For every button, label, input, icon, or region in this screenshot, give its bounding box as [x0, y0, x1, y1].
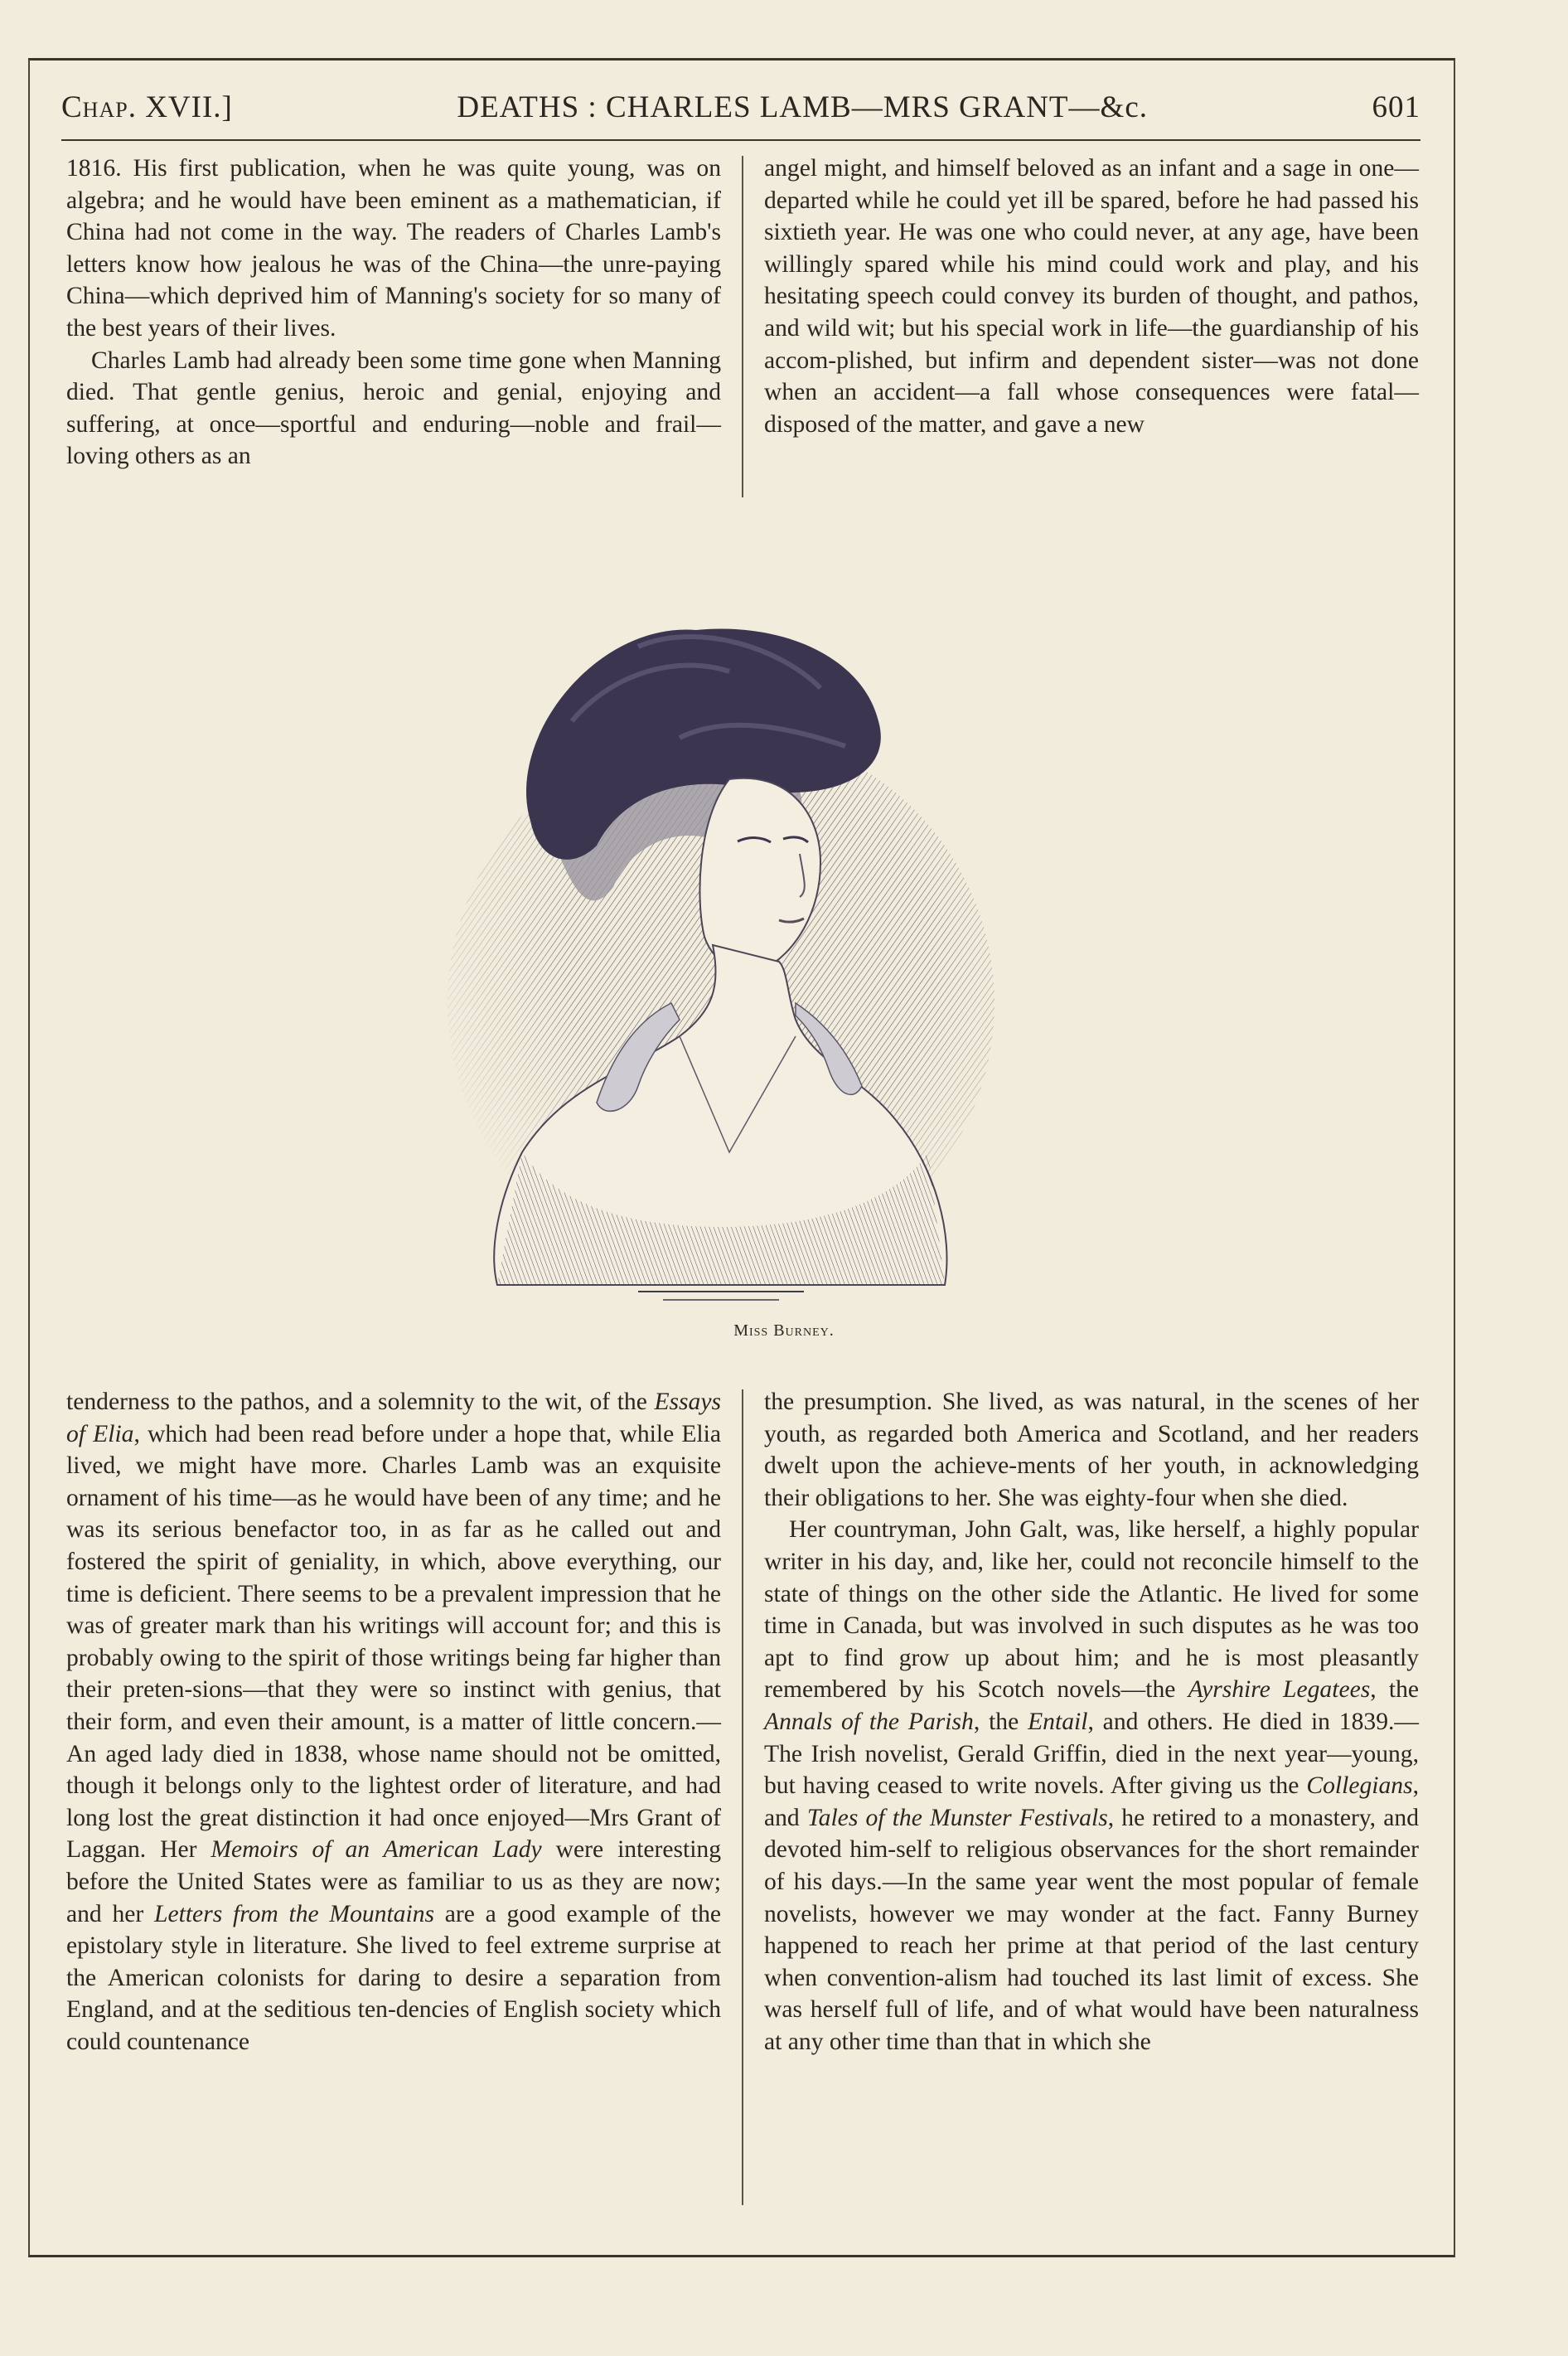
text-run: , which had been read before under a hope that, while Elia lived, we might have more. Charles Lamb was an exquisite ornament of his time—as he would have been of any time; and he was its serious benefactor too, in as far as he called out and fostered the spirit of geniality, in which, above everything, our time is deficient. There seems to be a prevalent impression that he was of greater mark than his writings will account for; and this is probably owing to the spirit of those writings being far higher than their preten-sions—that they were so instinct with genius, that their form, and even their amount, is a matter of little concern.—An aged lady died in 1838, whose name should not be omitted, though it belongs only to the lightest order of literature, and had long lost the great distinction it had once enjoyed—Mrs Grant of Laggan. Her [66, 1420, 721, 1864]
top-left-column [66, 153, 721, 473]
italic-title: Collegians [1306, 1772, 1413, 1800]
bottom-right-column [764, 1386, 1419, 2058]
top-right-column [764, 153, 1419, 440]
page-title: DEATHS : CHARLES LAMB—MRS GRANT—&c. [457, 90, 1148, 124]
column-divider [742, 156, 743, 497]
text-run: , the [973, 1708, 1028, 1735]
text-run: , and [764, 1772, 1419, 1831]
text-run: , he retired to a monastery, and devoted him-self to religious observances for the short remainder of his days.—In the same year went the most popular of female novelists, however we may wonder at the fact. Fanny Burney happened to reach her prime at that period of the last century when convention-alism had touched its last limit of excess. She was herself full of life, and of what would have been naturalness at any other time than that in which she [764, 1804, 1419, 2055]
paragraph [764, 1514, 1419, 2058]
portrait-engraving [431, 572, 1011, 1310]
paragraph: angel might, and himself beloved as an infant and a sage in one—departed while he could yet ill be spared, before he had passed his sixtieth year. He was one who could never, at any age, have been willingly spared while his mind could work and play, and his hesitating speech could convey its burden of thought, and pathos, and wild wit; but his special work in life—the guardianship of his accom-plished, but infirm and dependent sister—was not done when an accident—a fall whose consequences were fatal—disposed of the matter, and gave a new [764, 155, 1419, 438]
text-run: , the [1370, 1676, 1420, 1704]
italic-title: Tales of the Munster Festivals [806, 1804, 1108, 1831]
column-divider [742, 1389, 743, 2205]
chapter-label: Chap. XVII.] [61, 90, 233, 124]
paragraph: the presumption. She lived, as was natural, in the scenes of her youth, as regarded both America and Scotland, and her readers dwelt upon the achieve-ments of her youth, in acknowledging their obligations to her. She was eighty-four when she died. [764, 1389, 1419, 1511]
page-number: 601 [1372, 90, 1420, 124]
italic-title: Essays of Elia [66, 1389, 721, 1447]
italic-title: Memoirs of an American Lady [211, 1836, 542, 1864]
text-run: are a good example of the epistolary style in literature. She lived to feel extreme surprise at the American colonists for daring to desire a separation from England, and at the seditious ten-dencies of English society which could countenance [66, 1900, 721, 2055]
figure-caption: Miss Burney. [733, 1321, 835, 1340]
italic-title: Entail [1028, 1708, 1088, 1735]
running-header [61, 90, 1420, 136]
text-run: , and others. He died in 1839.—The Irish novelist, Gerald Griffin, died in the next year—young, but having ceased to write novels. After giving us the [764, 1708, 1419, 1800]
italic-title: Ayrshire Legatees [1188, 1676, 1371, 1704]
bottom-left-column [66, 1386, 721, 2058]
text-run: tenderness to the pathos, and a solemnity to the wit, of the [66, 1389, 655, 1415]
italic-title: Letters from the Mountains [154, 1900, 435, 1927]
paragraph: 1816. His first publication, when he was quite young, was on algebra; and he would have been eminent as a mathematician, if China had not come in the way. The readers of Charles Lamb's letters know how jealous he was of the China—the unre-paying China—which deprived him of Manning's society for so many of the best years of their lives. [66, 155, 721, 342]
text-run: were interesting before the United States were as familiar to us as they are now; and her [66, 1836, 722, 1927]
paragraph: Charles Lamb had already been some time gone when Manning died. That gentle genius, heroic and genial, enjoying and suffering, at once—sportful and enduring—noble and frail—loving others as an [66, 347, 721, 470]
text-run: Her countryman, John Galt, was, like herself, a highly popular writer in his day, and, like her, could not reconcile himself to the state of things on the other side the Atlantic. He lived for some time in Canada, but was involved in such disputes as he was too apt to find grow up about him; and he is most pleasantly remembered by his Scotch novels—the [764, 1516, 1419, 1704]
header-rule [61, 139, 1420, 141]
paragraph [66, 1386, 721, 2058]
italic-title: Annals of the Parish [764, 1708, 974, 1735]
